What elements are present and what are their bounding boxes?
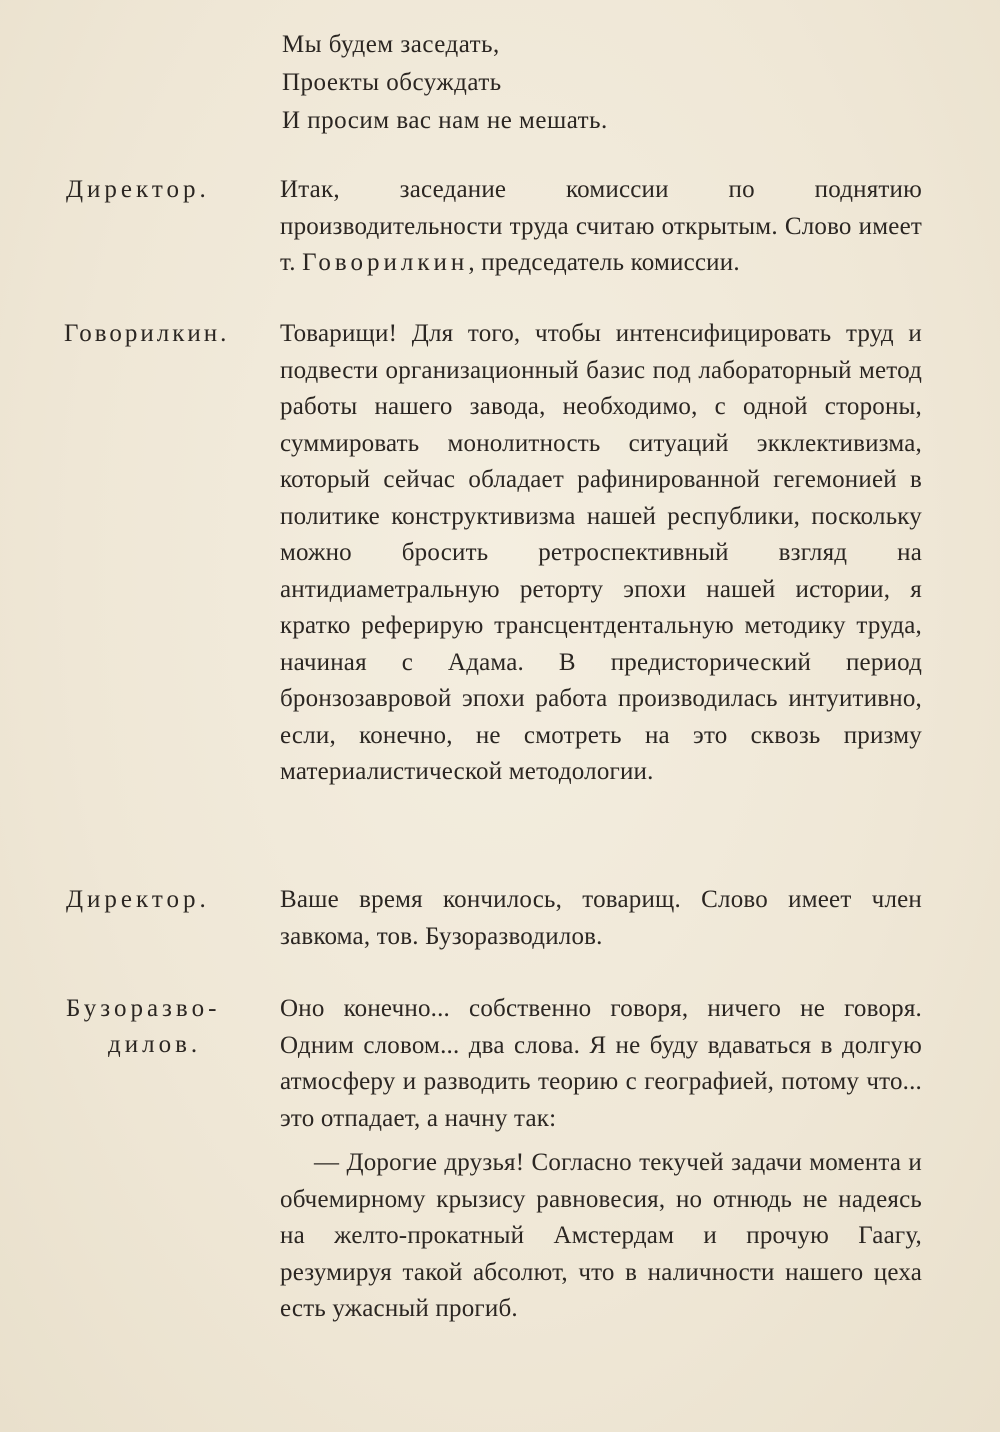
speaker-name: Директор. [66, 176, 210, 203]
verse-line: И просим вас нам не мешать. [282, 107, 608, 134]
speech-paragraph: Оно конечно... собственно говоря, ничего не говоря. Одним словом... два слова. Я не буду вдаваться в долгую атмосферу и разводить теорию с географией, потому что... это отпадает, а начну так: [280, 995, 922, 1132]
speech-text [280, 172, 922, 282]
verse-block [282, 26, 608, 140]
speech-paragraph: — Дорогие друзья! Согласно текучей задачи момента и обчемирному крызису равновесия, но отнюдь не надеясь на желто-прокатный Амстердам и прочую Гаагу, резумируя такой абсолют, что в наличности нашего цеха есть ужасный прогиб. [280, 1149, 922, 1322]
speaker-name-inline: Говорилкин [302, 249, 469, 276]
speech-text-part: Итак, заседание комиссии по поднятию производительности труда считаю открытым. Слово имеет т. [280, 176, 922, 276]
verse-line: Проекты обсуждать [282, 69, 502, 96]
speaker-name [66, 991, 276, 1063]
speech-text [280, 316, 922, 791]
speech-paragraph: Ваше время кончилось, товарищ. Слово имеет член завкома, тов. Бузоразводилов. [280, 886, 922, 950]
speech-text [280, 991, 922, 1328]
speaker-name-line: Бузоразво- [66, 995, 221, 1022]
verse-line: Мы будем заседать, [282, 31, 500, 58]
speech-paragraph: Товарищи! Для того, чтобы интенсифицировать труд и подвести организационный базис под лабораторный метод работы нашего завода, необходимо, с одной стороны, суммировать монолитность ситуаций экклективизма, который сейчас обладает рафинированной гегемонией в политике конструктивизма нашей республики, поскольку можно бросить ретроспективный взгляд на антидиаметральную реторту эпохи нашей истории, я кратко реферирую трансцентдентальную методику труда, начиная с Адама. В предисторический период бронзозавровой эпохи работа производилась интуитивно, если, конечно, не смотреть на это сквозь призму материалистической методологии. [280, 320, 922, 785]
speech-text [280, 882, 922, 955]
speaker-name: Директор. [66, 886, 210, 913]
speaker-name-line: дилов. [108, 1031, 202, 1058]
speaker-name: Говорилкин. [64, 320, 230, 347]
speech-text-part: , председатель комиссии. [468, 249, 740, 276]
